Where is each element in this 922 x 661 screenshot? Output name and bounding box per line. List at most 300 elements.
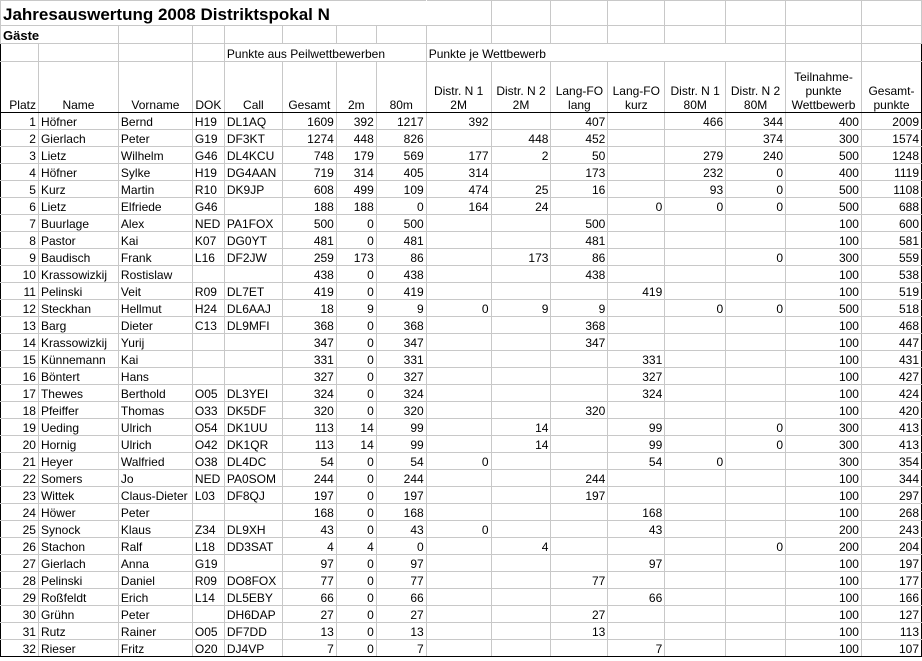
cell-dn1-2m[interactable] xyxy=(426,606,491,623)
header-80m[interactable]: 80m xyxy=(376,62,426,113)
cell-80m[interactable]: 327 xyxy=(376,368,426,385)
cell-gesamtpunkte[interactable]: 519 xyxy=(861,283,921,300)
cell-name[interactable]: Pfeiffer xyxy=(38,402,118,419)
cell-80m[interactable]: 368 xyxy=(376,317,426,334)
cell-dok[interactable]: O33 xyxy=(192,402,224,419)
cell-call[interactable]: DL5EBY xyxy=(224,589,282,606)
cell-langfo-lang[interactable]: 452 xyxy=(551,130,608,147)
cell-teilnahmepunkte[interactable]: 200 xyxy=(786,521,862,538)
cell-dn2-80m[interactable] xyxy=(726,215,786,232)
cell-langfo-lang[interactable]: 244 xyxy=(551,470,608,487)
cell-langfo-kurz[interactable]: 324 xyxy=(608,385,665,402)
cell-dn2-2m[interactable] xyxy=(491,334,551,351)
cell-dn1-2m[interactable]: 0 xyxy=(426,521,491,538)
cell-2m[interactable]: 0 xyxy=(336,351,376,368)
cell-gesamt[interactable]: 97 xyxy=(282,555,336,572)
cell-platz[interactable]: 2 xyxy=(1,130,39,147)
cell-dn1-2m[interactable] xyxy=(426,249,491,266)
cell-80m[interactable]: 197 xyxy=(376,487,426,504)
cell-dn1-80m[interactable] xyxy=(665,504,726,521)
cell-name[interactable]: Stachon xyxy=(38,538,118,555)
cell-langfo-lang[interactable]: 27 xyxy=(551,606,608,623)
cell-call[interactable]: DO8FOX xyxy=(224,572,282,589)
cell-2m[interactable]: 448 xyxy=(336,130,376,147)
cell-langfo-lang[interactable]: 407 xyxy=(551,113,608,130)
cell-vorname[interactable]: Fritz xyxy=(118,640,192,657)
cell-dn1-80m[interactable]: 466 xyxy=(665,113,726,130)
cell-teilnahmepunkte[interactable]: 100 xyxy=(786,623,862,640)
cell-platz[interactable]: 14 xyxy=(1,334,39,351)
cell-dn2-80m[interactable] xyxy=(726,504,786,521)
cell-dn1-80m[interactable] xyxy=(665,623,726,640)
cell-platz[interactable]: 31 xyxy=(1,623,39,640)
cell-dn1-2m[interactable] xyxy=(426,130,491,147)
cell-langfo-kurz[interactable] xyxy=(608,266,665,283)
cell-dn1-2m[interactable]: 392 xyxy=(426,113,491,130)
cell-dn1-80m[interactable] xyxy=(665,521,726,538)
cell-langfo-kurz[interactable]: 0 xyxy=(608,198,665,215)
cell-dn2-2m[interactable]: 24 xyxy=(491,198,551,215)
cell-teilnahmepunkte[interactable]: 100 xyxy=(786,555,862,572)
cell-dok[interactable]: O20 xyxy=(192,640,224,657)
cell-langfo-kurz[interactable]: 168 xyxy=(608,504,665,521)
cell-langfo-kurz[interactable] xyxy=(608,606,665,623)
cell-teilnahmepunkte[interactable]: 100 xyxy=(786,487,862,504)
cell-2m[interactable]: 0 xyxy=(336,470,376,487)
cell-call[interactable]: DF2JW xyxy=(224,249,282,266)
group-header-wettbewerb[interactable]: Punkte je Wettbewerb xyxy=(426,44,785,62)
cell-call[interactable] xyxy=(224,555,282,572)
cell-name[interactable]: Künnemann xyxy=(38,351,118,368)
cell-dok[interactable] xyxy=(192,266,224,283)
cell-dn1-80m[interactable]: 0 xyxy=(665,300,726,317)
cell-dok[interactable]: H19 xyxy=(192,164,224,181)
cell-call[interactable] xyxy=(224,266,282,283)
cell-dn2-2m[interactable] xyxy=(491,623,551,640)
cell-dok[interactable]: H19 xyxy=(192,113,224,130)
cell-dn2-80m[interactable]: 0 xyxy=(726,419,786,436)
cell-dn1-2m[interactable] xyxy=(426,487,491,504)
cell-dn1-2m[interactable]: 164 xyxy=(426,198,491,215)
cell-langfo-lang[interactable]: 9 xyxy=(551,300,608,317)
cell-teilnahmepunkte[interactable]: 500 xyxy=(786,147,862,164)
cell-dn2-2m[interactable] xyxy=(491,640,551,657)
cell-dn1-80m[interactable] xyxy=(665,385,726,402)
cell-teilnahmepunkte[interactable]: 100 xyxy=(786,283,862,300)
cell-gesamt[interactable]: 168 xyxy=(282,504,336,521)
cell-dn1-80m[interactable]: 0 xyxy=(665,453,726,470)
cell-vorname[interactable]: Elfriede xyxy=(118,198,192,215)
cell-gesamt[interactable]: 66 xyxy=(282,589,336,606)
cell-name[interactable]: Barg xyxy=(38,317,118,334)
cell-dn2-80m[interactable]: 0 xyxy=(726,164,786,181)
cell-vorname[interactable]: Alex xyxy=(118,215,192,232)
cell-dn1-2m[interactable] xyxy=(426,215,491,232)
cell-gesamtpunkte[interactable]: 166 xyxy=(861,589,921,606)
cell-call[interactable]: DL1AQ xyxy=(224,113,282,130)
cell-dn2-80m[interactable] xyxy=(726,402,786,419)
cell-teilnahmepunkte[interactable]: 100 xyxy=(786,385,862,402)
cell-langfo-lang[interactable] xyxy=(551,640,608,657)
cell-langfo-lang[interactable] xyxy=(551,538,608,555)
cell-call[interactable]: DL4DC xyxy=(224,453,282,470)
cell-langfo-kurz[interactable] xyxy=(608,623,665,640)
cell-2m[interactable]: 0 xyxy=(336,572,376,589)
cell-dok[interactable]: L16 xyxy=(192,249,224,266)
cell-langfo-kurz[interactable] xyxy=(608,215,665,232)
cell-dok[interactable]: R10 xyxy=(192,181,224,198)
cell-dn2-80m[interactable] xyxy=(726,385,786,402)
cell-80m[interactable]: 331 xyxy=(376,351,426,368)
cell-gesamt[interactable]: 259 xyxy=(282,249,336,266)
cell-platz[interactable]: 13 xyxy=(1,317,39,334)
cell-gesamt[interactable]: 113 xyxy=(282,436,336,453)
cell-langfo-kurz[interactable]: 7 xyxy=(608,640,665,657)
cell-dn2-80m[interactable]: 240 xyxy=(726,147,786,164)
header-teilnahmepunkte[interactable]: Teilnahme-punkte Wettbewerb xyxy=(786,62,862,113)
cell-dn2-80m[interactable] xyxy=(726,453,786,470)
cell-vorname[interactable]: Peter xyxy=(118,130,192,147)
cell-platz[interactable]: 4 xyxy=(1,164,39,181)
cell-langfo-lang[interactable]: 16 xyxy=(551,181,608,198)
cell-langfo-kurz[interactable]: 331 xyxy=(608,351,665,368)
cell-2m[interactable]: 188 xyxy=(336,198,376,215)
cell-langfo-kurz[interactable] xyxy=(608,232,665,249)
cell-dok[interactable]: NED xyxy=(192,215,224,232)
cell-call[interactable] xyxy=(224,198,282,215)
cell-dn2-80m[interactable] xyxy=(726,606,786,623)
cell-vorname[interactable]: Klaus xyxy=(118,521,192,538)
cell-call[interactable]: DK1UU xyxy=(224,419,282,436)
cell-gesamt[interactable]: 719 xyxy=(282,164,336,181)
cell-gesamt[interactable]: 608 xyxy=(282,181,336,198)
cell-platz[interactable]: 20 xyxy=(1,436,39,453)
cell-vorname[interactable]: Daniel xyxy=(118,572,192,589)
cell-dn2-80m[interactable]: 0 xyxy=(726,249,786,266)
cell-langfo-lang[interactable] xyxy=(551,589,608,606)
cell-name[interactable]: Kurz xyxy=(38,181,118,198)
cell-langfo-kurz[interactable] xyxy=(608,249,665,266)
cell-gesamtpunkte[interactable]: 1248 xyxy=(861,147,921,164)
cell-80m[interactable]: 9 xyxy=(376,300,426,317)
cell-dn1-80m[interactable] xyxy=(665,640,726,657)
cell-teilnahmepunkte[interactable]: 100 xyxy=(786,589,862,606)
header-dn2-80m[interactable]: Distr. N 2 80M xyxy=(726,62,786,113)
cell-gesamt[interactable]: 4 xyxy=(282,538,336,555)
cell-2m[interactable]: 14 xyxy=(336,419,376,436)
cell-gesamt[interactable]: 1274 xyxy=(282,130,336,147)
cell-name[interactable]: Wittek xyxy=(38,487,118,504)
cell-vorname[interactable]: Ralf xyxy=(118,538,192,555)
cell-gesamt[interactable]: 13 xyxy=(282,623,336,640)
cell-platz[interactable]: 24 xyxy=(1,504,39,521)
cell-2m[interactable]: 0 xyxy=(336,555,376,572)
cell-dok[interactable]: O05 xyxy=(192,385,224,402)
cell-dok[interactable] xyxy=(192,334,224,351)
cell-gesamtpunkte[interactable]: 413 xyxy=(861,419,921,436)
cell-name[interactable]: Heyer xyxy=(38,453,118,470)
cell-vorname[interactable]: Frank xyxy=(118,249,192,266)
cell-langfo-kurz[interactable]: 99 xyxy=(608,436,665,453)
cell-gesamtpunkte[interactable]: 581 xyxy=(861,232,921,249)
header-dn1-2m[interactable]: Distr. N 1 2M xyxy=(426,62,491,113)
cell-langfo-kurz[interactable] xyxy=(608,572,665,589)
cell-langfo-lang[interactable] xyxy=(551,368,608,385)
cell-dn1-2m[interactable]: 0 xyxy=(426,300,491,317)
cell-vorname[interactable]: Berthold xyxy=(118,385,192,402)
cell-langfo-lang[interactable] xyxy=(551,385,608,402)
cell-dn1-80m[interactable] xyxy=(665,283,726,300)
cell-platz[interactable]: 7 xyxy=(1,215,39,232)
header-langfo-lang[interactable]: Lang-FO lang xyxy=(551,62,608,113)
cell-platz[interactable]: 23 xyxy=(1,487,39,504)
cell-dn2-80m[interactable]: 344 xyxy=(726,113,786,130)
cell-2m[interactable]: 0 xyxy=(336,453,376,470)
cell-80m[interactable]: 27 xyxy=(376,606,426,623)
cell-dn1-2m[interactable] xyxy=(426,419,491,436)
cell-gesamtpunkte[interactable]: 243 xyxy=(861,521,921,538)
cell-platz[interactable]: 9 xyxy=(1,249,39,266)
cell-teilnahmepunkte[interactable]: 100 xyxy=(786,232,862,249)
cell-gesamtpunkte[interactable]: 113 xyxy=(861,623,921,640)
cell-gesamt[interactable]: 18 xyxy=(282,300,336,317)
cell-teilnahmepunkte[interactable]: 300 xyxy=(786,130,862,147)
cell-vorname[interactable]: Wilhelm xyxy=(118,147,192,164)
cell-dok[interactable] xyxy=(192,606,224,623)
cell-langfo-lang[interactable]: 13 xyxy=(551,623,608,640)
cell-dok[interactable]: O54 xyxy=(192,419,224,436)
cell-80m[interactable]: 99 xyxy=(376,419,426,436)
cell-langfo-kurz[interactable] xyxy=(608,113,665,130)
cell-dn2-2m[interactable] xyxy=(491,317,551,334)
cell-gesamt[interactable]: 77 xyxy=(282,572,336,589)
cell-call[interactable] xyxy=(224,351,282,368)
cell-dn1-80m[interactable] xyxy=(665,215,726,232)
cell-80m[interactable]: 244 xyxy=(376,470,426,487)
cell-dn1-2m[interactable] xyxy=(426,402,491,419)
cell-langfo-kurz[interactable] xyxy=(608,487,665,504)
cell-platz[interactable]: 10 xyxy=(1,266,39,283)
cell-gesamt[interactable]: 54 xyxy=(282,453,336,470)
cell-langfo-kurz[interactable] xyxy=(608,334,665,351)
cell-langfo-lang[interactable]: 347 xyxy=(551,334,608,351)
cell-dn1-80m[interactable]: 93 xyxy=(665,181,726,198)
cell-dn1-80m[interactable] xyxy=(665,266,726,283)
cell-name[interactable]: Höfner xyxy=(38,164,118,181)
cell-80m[interactable]: 13 xyxy=(376,623,426,640)
cell-dn1-80m[interactable] xyxy=(665,606,726,623)
cell-langfo-lang[interactable] xyxy=(551,504,608,521)
cell-dn2-80m[interactable]: 0 xyxy=(726,538,786,555)
cell-dn1-2m[interactable] xyxy=(426,385,491,402)
cell-80m[interactable]: 97 xyxy=(376,555,426,572)
cell-gesamt[interactable]: 331 xyxy=(282,351,336,368)
cell-dn1-80m[interactable] xyxy=(665,538,726,555)
cell-dok[interactable] xyxy=(192,351,224,368)
cell-dn1-80m[interactable] xyxy=(665,470,726,487)
cell-vorname[interactable]: Claus-Dieter xyxy=(118,487,192,504)
cell-platz[interactable]: 8 xyxy=(1,232,39,249)
cell-call[interactable]: DF8QJ xyxy=(224,487,282,504)
sheet-subtitle[interactable]: Gäste xyxy=(1,26,119,44)
cell-langfo-lang[interactable]: 438 xyxy=(551,266,608,283)
cell-dn1-80m[interactable] xyxy=(665,317,726,334)
cell-langfo-kurz[interactable] xyxy=(608,130,665,147)
cell-80m[interactable]: 405 xyxy=(376,164,426,181)
cell-dn2-80m[interactable] xyxy=(726,351,786,368)
cell-dok[interactable]: R09 xyxy=(192,283,224,300)
cell-dok[interactable]: G46 xyxy=(192,147,224,164)
cell-langfo-kurz[interactable]: 43 xyxy=(608,521,665,538)
cell-teilnahmepunkte[interactable]: 400 xyxy=(786,113,862,130)
cell-call[interactable] xyxy=(224,504,282,521)
cell-platz[interactable]: 28 xyxy=(1,572,39,589)
cell-dn1-80m[interactable] xyxy=(665,402,726,419)
cell-vorname[interactable]: Hans xyxy=(118,368,192,385)
cell-dn2-2m[interactable] xyxy=(491,572,551,589)
cell-dn2-2m[interactable] xyxy=(491,606,551,623)
cell-name[interactable]: Höwer xyxy=(38,504,118,521)
cell-dn2-80m[interactable] xyxy=(726,521,786,538)
cell-80m[interactable]: 320 xyxy=(376,402,426,419)
cell-platz[interactable]: 26 xyxy=(1,538,39,555)
cell-dn2-2m[interactable] xyxy=(491,487,551,504)
cell-vorname[interactable]: Peter xyxy=(118,606,192,623)
cell-dok[interactable]: L14 xyxy=(192,589,224,606)
cell-call[interactable] xyxy=(224,334,282,351)
cell-call[interactable]: DL7ET xyxy=(224,283,282,300)
cell-dok[interactable]: O38 xyxy=(192,453,224,470)
header-langfo-kurz[interactable]: Lang-FO kurz xyxy=(608,62,665,113)
cell-vorname[interactable]: Yurij xyxy=(118,334,192,351)
cell-2m[interactable]: 0 xyxy=(336,640,376,657)
cell-80m[interactable]: 438 xyxy=(376,266,426,283)
cell-langfo-lang[interactable]: 197 xyxy=(551,487,608,504)
cell-call[interactable]: DL9MFI xyxy=(224,317,282,334)
cell-gesamt[interactable]: 419 xyxy=(282,283,336,300)
cell-dn1-80m[interactable] xyxy=(665,555,726,572)
cell-80m[interactable]: 168 xyxy=(376,504,426,521)
cell-name[interactable]: Baudisch xyxy=(38,249,118,266)
cell-langfo-kurz[interactable]: 327 xyxy=(608,368,665,385)
cell-dn2-2m[interactable]: 173 xyxy=(491,249,551,266)
cell-vorname[interactable]: Bernd xyxy=(118,113,192,130)
cell-vorname[interactable]: Ulrich xyxy=(118,436,192,453)
header-vorname[interactable]: Vorname xyxy=(118,62,192,113)
cell-dn2-2m[interactable]: 14 xyxy=(491,419,551,436)
cell-dn2-80m[interactable] xyxy=(726,572,786,589)
cell-dok[interactable]: H24 xyxy=(192,300,224,317)
cell-name[interactable]: Rieser xyxy=(38,640,118,657)
cell-call[interactable] xyxy=(224,368,282,385)
cell-teilnahmepunkte[interactable]: 300 xyxy=(786,453,862,470)
cell-call[interactable]: DK1QR xyxy=(224,436,282,453)
cell-2m[interactable]: 0 xyxy=(336,402,376,419)
cell-dok[interactable]: C13 xyxy=(192,317,224,334)
cell-call[interactable]: DD3SAT xyxy=(224,538,282,555)
cell-platz[interactable]: 30 xyxy=(1,606,39,623)
cell-teilnahmepunkte[interactable]: 100 xyxy=(786,351,862,368)
cell-2m[interactable]: 0 xyxy=(336,368,376,385)
group-header-peil[interactable]: Punkte aus Peilwettbewerben xyxy=(224,44,426,62)
cell-langfo-lang[interactable] xyxy=(551,283,608,300)
cell-dn1-2m[interactable] xyxy=(426,436,491,453)
cell-name[interactable]: Buurlage xyxy=(38,215,118,232)
cell-gesamt[interactable]: 324 xyxy=(282,385,336,402)
cell-80m[interactable]: 7 xyxy=(376,640,426,657)
cell-gesamt[interactable]: 481 xyxy=(282,232,336,249)
cell-dok[interactable]: K07 xyxy=(192,232,224,249)
cell-vorname[interactable]: Ulrich xyxy=(118,419,192,436)
cell-vorname[interactable]: Kai xyxy=(118,232,192,249)
cell-2m[interactable]: 0 xyxy=(336,283,376,300)
cell-call[interactable]: PA0SOM xyxy=(224,470,282,487)
cell-dn1-80m[interactable] xyxy=(665,572,726,589)
cell-gesamt[interactable]: 27 xyxy=(282,606,336,623)
cell-dn1-80m[interactable] xyxy=(665,419,726,436)
cell-dn1-80m[interactable] xyxy=(665,351,726,368)
cell-teilnahmepunkte[interactable]: 100 xyxy=(786,470,862,487)
cell-name[interactable]: Rutz xyxy=(38,623,118,640)
cell-dn1-2m[interactable] xyxy=(426,504,491,521)
cell-langfo-kurz[interactable] xyxy=(608,470,665,487)
cell-gesamt[interactable]: 188 xyxy=(282,198,336,215)
cell-vorname[interactable]: Erich xyxy=(118,589,192,606)
cell-dn2-2m[interactable]: 2 xyxy=(491,147,551,164)
cell-dn2-80m[interactable] xyxy=(726,368,786,385)
cell-dn1-2m[interactable] xyxy=(426,334,491,351)
cell-dn2-2m[interactable] xyxy=(491,470,551,487)
cell-dn1-80m[interactable]: 232 xyxy=(665,164,726,181)
cell-dn2-80m[interactable]: 0 xyxy=(726,436,786,453)
cell-dn2-80m[interactable]: 374 xyxy=(726,130,786,147)
cell-dn1-80m[interactable] xyxy=(665,436,726,453)
cell-2m[interactable]: 0 xyxy=(336,606,376,623)
cell-dn2-2m[interactable] xyxy=(491,402,551,419)
cell-langfo-lang[interactable]: 50 xyxy=(551,147,608,164)
cell-name[interactable]: Roßfeldt xyxy=(38,589,118,606)
cell-dn1-80m[interactable] xyxy=(665,589,726,606)
cell-teilnahmepunkte[interactable]: 100 xyxy=(786,317,862,334)
cell-vorname[interactable]: Peter xyxy=(118,504,192,521)
cell-name[interactable]: Böntert xyxy=(38,368,118,385)
cell-langfo-lang[interactable] xyxy=(551,453,608,470)
cell-dok[interactable]: O42 xyxy=(192,436,224,453)
cell-dok[interactable]: R09 xyxy=(192,572,224,589)
cell-gesamtpunkte[interactable]: 559 xyxy=(861,249,921,266)
cell-name[interactable]: Gierlach xyxy=(38,555,118,572)
cell-teilnahmepunkte[interactable]: 100 xyxy=(786,334,862,351)
cell-2m[interactable]: 0 xyxy=(336,589,376,606)
cell-vorname[interactable]: Hellmut xyxy=(118,300,192,317)
cell-langfo-lang[interactable] xyxy=(551,521,608,538)
cell-name[interactable]: Gierlach xyxy=(38,130,118,147)
cell-gesamtpunkte[interactable]: 2009 xyxy=(861,113,921,130)
cell-gesamtpunkte[interactable]: 447 xyxy=(861,334,921,351)
cell-gesamtpunkte[interactable]: 177 xyxy=(861,572,921,589)
cell-teilnahmepunkte[interactable]: 500 xyxy=(786,300,862,317)
cell-platz[interactable]: 6 xyxy=(1,198,39,215)
cell-2m[interactable]: 0 xyxy=(336,232,376,249)
cell-dn1-2m[interactable]: 474 xyxy=(426,181,491,198)
cell-gesamtpunkte[interactable]: 268 xyxy=(861,504,921,521)
cell-2m[interactable]: 179 xyxy=(336,147,376,164)
cell-dn1-2m[interactable] xyxy=(426,232,491,249)
cell-call[interactable]: DH6DAP xyxy=(224,606,282,623)
cell-platz[interactable]: 5 xyxy=(1,181,39,198)
cell-80m[interactable]: 66 xyxy=(376,589,426,606)
cell-langfo-kurz[interactable]: 99 xyxy=(608,419,665,436)
